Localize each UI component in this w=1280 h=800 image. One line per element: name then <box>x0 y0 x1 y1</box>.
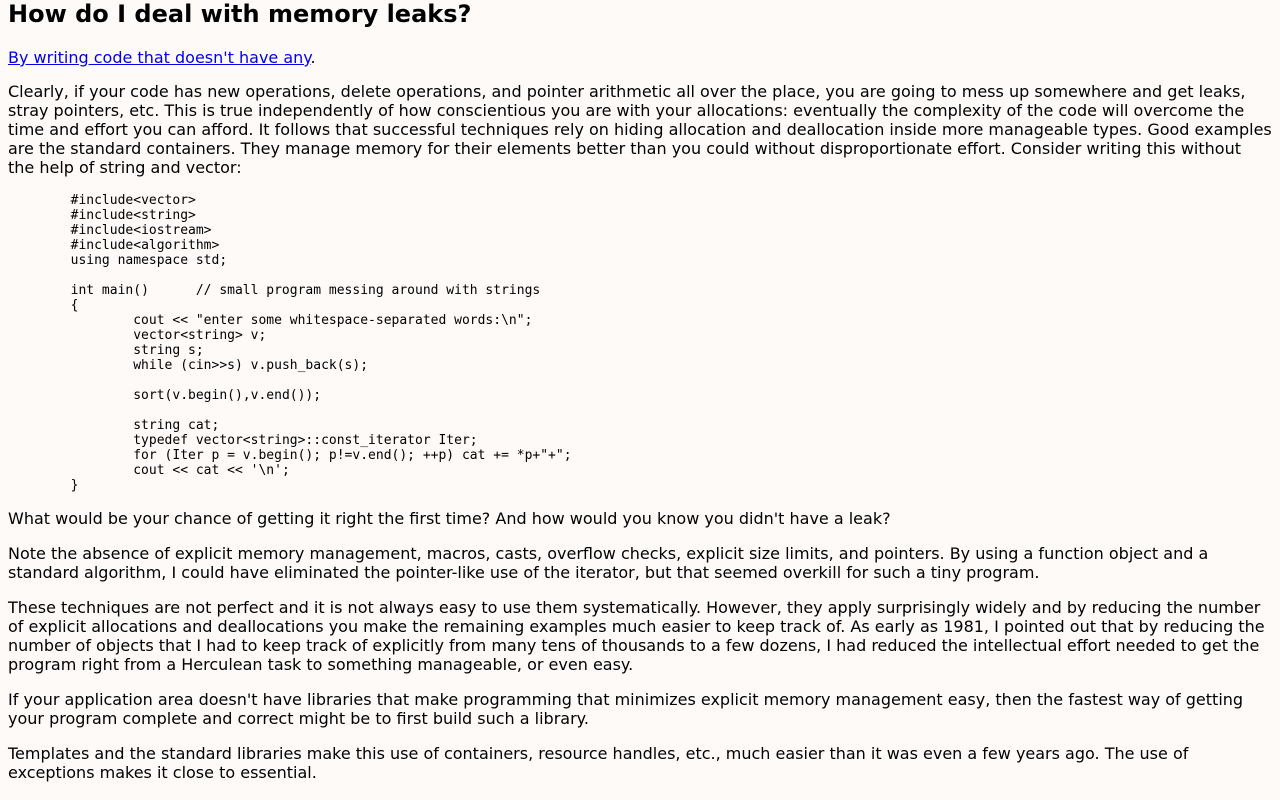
code-line: cout << cat << '\n'; <box>8 463 290 478</box>
answer-link-suffix: . <box>310 48 316 67</box>
code-line <box>8 268 1272 283</box>
code-line: string cat; <box>8 418 220 433</box>
code-line: } <box>8 478 79 493</box>
page-title: How do I deal with memory leaks? <box>8 0 472 28</box>
paragraph-techniques: These techniques are not perfect and it is not always easy to use them systematically. However, they apply surprisingly widely and by reducing the number of explicit allocations and deallocations you make the remaining examples much easier to keep track of. As early as 1981, I pointed out that by reducing the number of objects that I had to keep track of explicitly from many tens of thousands to a few dozens, I had reduced the intellectual effort needed to get the program right from a Herculean task to something manageable, or even easy. <box>8 598 1265 674</box>
intro-paragraph: Clearly, if your code has new operations, delete operations, and pointer arithmetic all over the place, you are going to mess up somewhere and get leaks, stray pointers, etc. This is true independently of how conscientious you are with your allocations: eventually the complexity of the code will overcome the time and effort you can afford. It follows that successful techniques rely on hiding allocation and deallocation inside more manageable types. Good examples are the standard containers. They manage memory for their elements better than you could without disproportionate effort. Consider writing this without the help of string and vector: <box>8 82 1272 177</box>
code-line: vector<string> v; <box>8 328 267 343</box>
code-line: string s; <box>8 343 204 358</box>
code-line: while (cin>>s) v.push_back(s); <box>8 358 369 373</box>
code-line <box>8 403 1272 418</box>
code-line: #include<vector> <box>8 193 196 208</box>
code-line <box>8 373 1272 388</box>
paragraph-libraries: If your application area doesn't have libraries that make programming that minimizes explicit memory management easy, then the fastest way of getting your program complete and correct might be to first build such a library. <box>8 690 1244 728</box>
answer-summary <box>8 48 1272 67</box>
code-line: #include<algorithm> <box>8 238 220 253</box>
code-line: int main() // small program messing around with strings <box>8 283 541 298</box>
code-line: cout << "enter some whitespace-separated words:\n"; <box>8 313 533 328</box>
paragraph-templates: Templates and the standard libraries make this use of containers, resource handles, etc., much easier than it was even a few years ago. The use of exceptions makes it close to essential. <box>8 744 1189 782</box>
code-line: for (Iter p = v.begin(); p!=v.end(); ++p) cat += *p+"+"; <box>8 448 572 463</box>
paragraph-absence: Note the absence of explicit memory management, macros, casts, overflow checks, explicit size limits, and pointers. By using a function object and a standard algorithm, I could have eliminated the pointer-like use of the iterator, but that seemed overkill for such a tiny program. <box>8 544 1209 582</box>
paragraph-first-time: What would be your chance of getting it right the first time? And how would you know you didn't have a leak? <box>8 509 891 528</box>
code-line: sort(v.begin(),v.end()); <box>8 388 322 403</box>
code-line: #include<iostream> <box>8 223 212 238</box>
answer-link[interactable]: By writing code that doesn't have any <box>8 48 311 67</box>
code-example <box>8 193 1272 493</box>
code-line: { <box>8 298 79 313</box>
code-line: using namespace std; <box>8 253 228 268</box>
faq-article <box>8 0 1272 782</box>
code-line: typedef vector<string>::const_iterator Iter; <box>8 433 478 448</box>
code-line: #include<string> <box>8 208 196 223</box>
